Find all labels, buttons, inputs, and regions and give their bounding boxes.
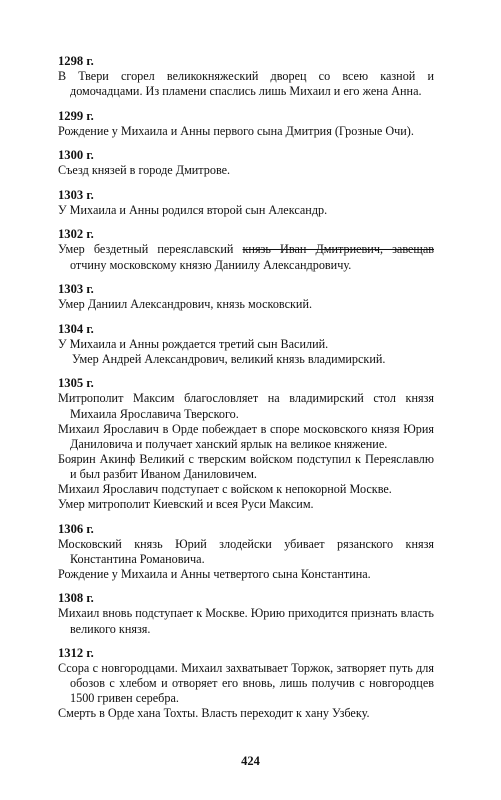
entry-text: Рождение у Михаила и Анны четвертого сына Константина. [58,566,371,581]
entry-year: 1300 г. [58,148,94,163]
entry-year: 1306 г. [58,521,94,536]
entry-year: 1305 г. [58,376,94,391]
entry-1306 [58,522,434,582]
entry-1300 [58,148,434,178]
entry-1298 [58,54,434,99]
entry-text: Рождение у Михаила и Анны первого сына Дмитрия (Грозные Очи). [58,123,414,138]
entry-text-start: Умер бездетный переяславский [58,242,243,257]
entry-year: 1308 г. [58,591,94,606]
entry-text: Михаил вновь подступает к Москве. Юрию приходится признать власть великого князя. [58,606,434,636]
entry-text: Боярин Акинф Великий с тверским войском подступил к Переяславлю и был разбит Иваном Даниловичем. [58,451,434,481]
struck-through-text: князь Иван Дмитриевич, завещав [242,242,434,257]
entry-text: Московский князь Юрий злодейски убивает рязанского князя Константина Романовича. [58,536,434,566]
entry-text: В Твери сгорел великокняжеский дворец со всею казной и домочадцами. Из пламени спаслись лишь Михаил и его жена Анна. [58,69,434,99]
entry-1299 [58,109,434,139]
entry-1303-second [58,282,434,312]
entry-year: 1302 г. [58,227,94,242]
entry-1305 [58,376,434,512]
entry-year: 1299 г. [58,108,94,123]
entry-1302 [58,227,434,272]
entry-text: Смерть в Орде хана Тохты. Власть переходит к хану Узбеку. [58,706,370,721]
entry-year: 1298 г. [58,54,94,68]
entry-text: У Михаила и Анны рождается третий сын Василий. [58,336,329,351]
entry-text: Митрополит Максим благословляет на владимирский стол князя Михаила Ярославича Тверского. [58,391,434,421]
entry-text: Съезд князей в городе Дмитрове. [58,163,231,178]
entry-year: 1312 г. [58,646,94,661]
entry-year: 1303 г. [58,282,94,297]
entry-year: 1304 г. [58,321,94,336]
entry-text: Ссора с новгородцами. Михаил захватывает Торжок, затворяет путь для обозов с хлебом и отворяет его вновь, лишь получив с новгородцев 1500 гривен серебра. [58,661,434,706]
entry-text: У Михаила и Анны родился второй сын Александр. [58,202,328,217]
entry-text [58,242,434,272]
entry-1303-first [58,188,434,218]
page-number: 424 [241,754,260,768]
entry-year: 1303 г. [58,187,94,202]
entry-text: Михаил Ярославич в Орде побеждает в споре московского князя Юрия Даниловича и получает ханский ярлык на великое княжение. [58,421,434,451]
entry-1304 [58,322,434,367]
entry-1312 [58,646,434,721]
entry-text-indented: Умер Андрей Александрович, великий князь владимирский. [72,351,386,366]
entry-text: Умер митрополит Киевский и всея Руси Максим. [58,497,314,512]
entry-text-end: отчину московскому князю Даниилу Александровичу. [70,257,352,272]
entry-text: Михаил Ярославич подступает с войском к непокорной Москве. [58,482,392,496]
entry-text: Умер Даниил Александрович, князь московский. [58,297,313,312]
chronicle-page [58,54,434,731]
entry-1308 [58,591,434,636]
